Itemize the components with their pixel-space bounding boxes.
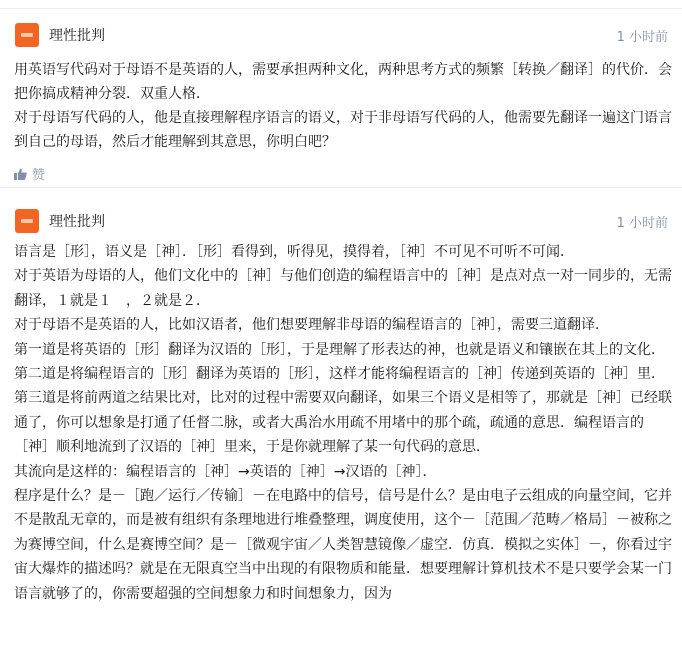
comment-body [14, 240, 674, 606]
comment-paragraph: 用英语写代码对于母语不是英语的人，需要承担两种文化，两种思考方式的频繁［转换／翻译］的代价．会把你搞成精神分裂．双重人格． [14, 62, 672, 102]
like-label: 赞 [32, 168, 46, 183]
comment-paragraph: 程序是什么？是－［跑／运行／传输］－在电路中的信号，信号是什么？是由电子云组成的向量空间，它并不是散乱无章的，而是被有组织有条理地进行堆叠整理，调度使用，这个－［范围／范畴／格局］－被称之为赛博空间，什么是赛博空间？是－［微观宇宙／人类智慧镜像／虚空．仿真．模拟之实体］－，你看过宇宙大爆炸的描述吗？就是在无限真空当中出现的有限物质和能量．想要理解计算机技术不是只要学会某一门语言就够了的，你需要超强的空间想象力和时间想象力，因为 [14, 488, 672, 602]
avatar-logo-icon [21, 33, 33, 37]
comment-header [0, 20, 682, 48]
comment-paragraph: 语言是［形］，语义是［神］．［形］看得到，听得见，摸得着，［神］不可见不可听不可闻． [14, 244, 574, 260]
comment-time: 1 小时前 [616, 30, 668, 45]
comment-body [14, 58, 674, 154]
comment-paragraph: 第一道是将英语的［形］翻译为汉语的［形］，于是理解了形表达的神，也就是语义和镶嵌在其上的文化． [14, 341, 665, 358]
avatar[interactable] [15, 23, 39, 47]
comment-time: 1 小时前 [616, 216, 668, 231]
comment-paragraph: 第二道是将编程语言的［形］翻译为英语的［形］，这样才能将编程语言的［神］传递到英语的［神］里． [14, 366, 665, 383]
thumbs-up-icon [14, 168, 27, 180]
like-button[interactable] [14, 164, 45, 183]
comment-paragraph: 第三道是将前两道之结果比对，比对的过程中需要双向翻译，如果三个语义是相等了，那就是［神］已经联通了，你可以想象是打通了任督二脉，或者大禹治水用疏不用堵中的那个疏，疏通的意思．编程语言的［神］顺利地流到了汉语的［神］里来，于是你就理解了某一句代码的意思． [14, 390, 672, 456]
comment-paragraph: 对于母语不是英语的人，比如汉语者，他们想要理解非母语的编程语言的［神］，需要三道翻译． [14, 317, 609, 334]
avatar[interactable] [15, 209, 39, 233]
comment-header [0, 206, 682, 234]
author-name[interactable]: 理性批判 [49, 28, 105, 44]
comment-item [0, 206, 682, 602]
author-name[interactable]: 理性批判 [49, 214, 105, 230]
comment-paragraph: 其流向是这样的：编程语言的［神］→英语的［神］→汉语的［神］． [14, 463, 437, 480]
avatar-logo-icon [21, 219, 33, 223]
comment-item [0, 20, 682, 183]
top-divider [0, 8, 682, 9]
comment-divider [0, 187, 682, 188]
comment-paragraph: 对于母语写代码的人，他是直接理解程序语言的语义，对于非母语写代码的人，他需要先翻译一遍这门语言到自己的母语，然后才能理解到其意思，你明白吧？ [14, 110, 672, 150]
comment-paragraph: 对于英语为母语的人，他们文化中的［神］与他们创造的编程语言中的［神］是点对点一对一同步的，无需翻译，１就是１ ，２就是２． [14, 268, 672, 309]
